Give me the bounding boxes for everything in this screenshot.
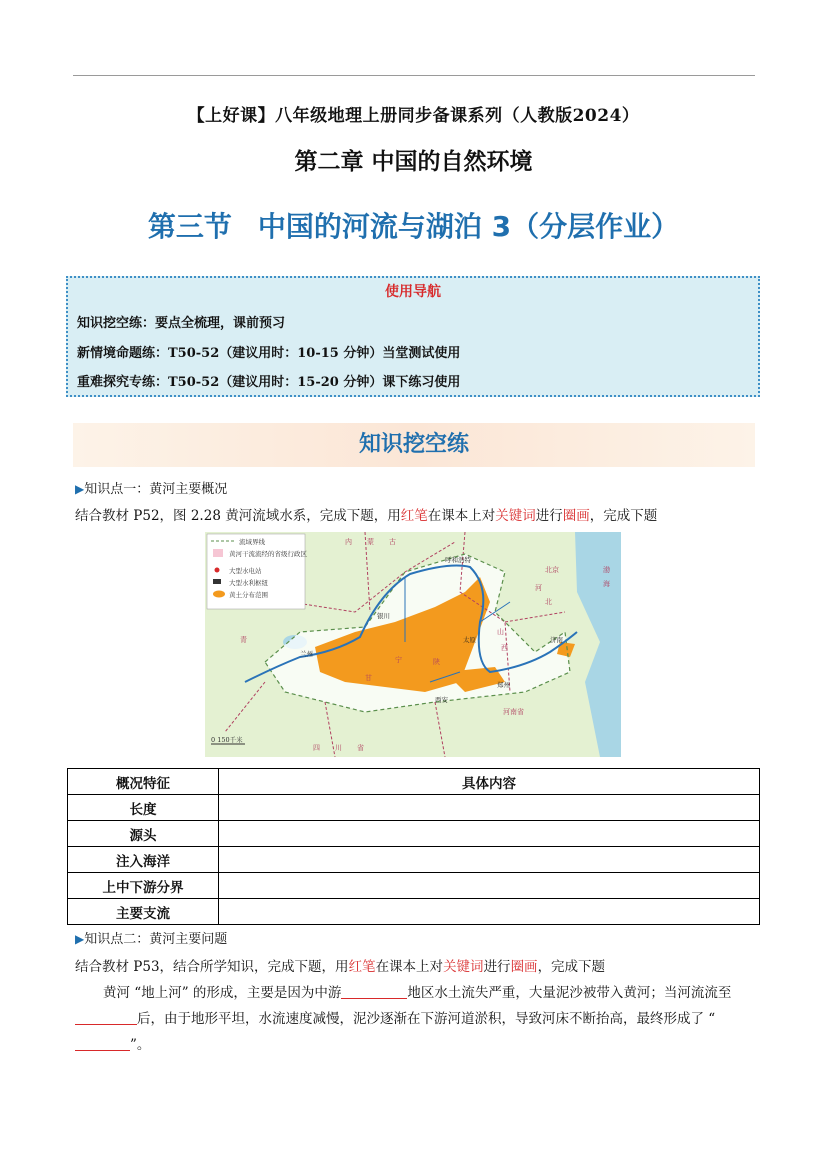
map-label: 西 xyxy=(501,644,508,652)
kp1-instr-a: 结合教材 P52，图 2.28 黄河流域水系，完成下题，用 xyxy=(75,508,401,524)
answer-cell[interactable] xyxy=(219,821,760,847)
triangle-icon: ▶ xyxy=(75,482,85,496)
map-label: 川 xyxy=(335,744,342,752)
section-topic: 中国的河流与湖泊 3（分层作业） xyxy=(257,210,680,243)
section-number: 第三节 xyxy=(147,210,232,243)
map-label: 北京 xyxy=(545,566,559,574)
blank-3[interactable] xyxy=(75,1035,130,1051)
nav-title: 使用导航 xyxy=(385,284,441,300)
map-label: 古 xyxy=(389,538,396,546)
usage-navigation-box xyxy=(66,276,760,397)
table-header: 具体内容 xyxy=(219,769,760,795)
chapter-title: 第二章 中国的自然环境 xyxy=(294,148,533,175)
kp1-instr-pen: 红笔 xyxy=(400,508,428,524)
answer-cell[interactable] xyxy=(219,847,760,873)
table-row xyxy=(68,847,760,873)
kp1-heading-text: 知识点一：黄河主要概况 xyxy=(84,482,228,497)
map-label: 河 xyxy=(535,584,542,592)
kp1-instr-b: 在课本上对 xyxy=(427,508,496,524)
para-part-4: ”。 xyxy=(130,1037,151,1053)
kp2-instr-b: 在课本上对 xyxy=(375,959,444,975)
knowledge-point-2-heading xyxy=(75,928,227,947)
kp2-instr-c: 进行 xyxy=(483,959,511,975)
map-label: 甘 xyxy=(365,674,372,682)
map-label: 内 xyxy=(345,538,352,546)
table-row xyxy=(68,821,760,847)
map-city: 兰州 xyxy=(300,650,313,658)
legend-item-5: 黄土分布范围 xyxy=(229,591,268,599)
table-row xyxy=(68,899,760,925)
answer-cell[interactable] xyxy=(219,795,760,821)
map-label: 陕 xyxy=(433,658,440,666)
kp2-instr-d: ，完成下题 xyxy=(537,959,606,975)
kp2-instr-kw: 关键词 xyxy=(443,959,484,975)
map-label: 海 xyxy=(603,580,610,588)
table-row xyxy=(68,795,760,821)
section-title xyxy=(0,205,827,245)
fill-in-paragraph xyxy=(75,980,755,1058)
map-label: 青 xyxy=(240,636,247,644)
kp1-instr-c: 进行 xyxy=(535,508,563,524)
para-part-1: 黄河 “地上河” 的形成，主要是因为中游 xyxy=(103,985,342,1001)
map-city: 呼和浩特 xyxy=(445,556,471,564)
kp2-instr-pen: 红笔 xyxy=(348,959,376,975)
map-label: 四 xyxy=(313,744,320,752)
map-label: 省 xyxy=(357,744,364,752)
table-header: 概况特征 xyxy=(68,769,219,795)
map-city: 郑州 xyxy=(497,681,510,689)
map-label: 宁 xyxy=(395,656,402,664)
kp1-instruction xyxy=(75,504,657,524)
yellow-river-overview-table xyxy=(67,768,760,925)
table-row xyxy=(68,873,760,899)
legend-item-3: 大型水电站 xyxy=(229,567,262,575)
legend-item-2: 黄河干流流经的省级行政区 xyxy=(229,550,307,558)
yellow-river-basin-map xyxy=(205,532,621,757)
map-city: 太原 xyxy=(463,636,476,644)
top-rule xyxy=(73,75,755,76)
map-label: 蒙 xyxy=(367,538,374,546)
map-city: 济南 xyxy=(550,636,563,644)
blank-1[interactable] xyxy=(341,983,407,999)
nav-line-2: 新情境命题练：T50-52（建议用时：10-15 分钟）当堂测试使用 xyxy=(77,346,461,361)
row-label: 主要支流 xyxy=(68,899,219,925)
legend-item-4: 大型水利枢纽 xyxy=(229,579,268,587)
kp1-instr-kw: 关键词 xyxy=(495,508,536,524)
kp2-instr-circle: 圈画 xyxy=(510,959,538,975)
nav-line-3: 重难探究专练：T50-52（建议用时：15-20 分钟）课下练习使用 xyxy=(77,375,461,390)
series-title: 【上好课】八年级地理上册同步备课系列（人教版2024） xyxy=(187,106,640,126)
kp2-instruction xyxy=(75,955,605,975)
row-label: 上中下游分界 xyxy=(68,873,219,899)
row-label: 长度 xyxy=(68,795,219,821)
row-label: 源头 xyxy=(68,821,219,847)
knowledge-point-1-heading xyxy=(75,478,227,497)
answer-cell[interactable] xyxy=(219,873,760,899)
map-label: 渤 xyxy=(603,566,610,574)
table-header-row xyxy=(68,769,760,795)
nav-line-1: 知识挖空练：要点全梳理，课前预习 xyxy=(77,316,286,331)
map-city: 西安 xyxy=(435,696,448,704)
map-city: 银川 xyxy=(377,612,390,620)
map-scale: 0 150千米 xyxy=(211,736,243,744)
blank-2[interactable] xyxy=(75,1009,137,1025)
section-banner: 知识挖空练 xyxy=(73,423,755,467)
para-part-2: 地区水土流失严重，大量泥沙被带入黄河；当河流流至 xyxy=(407,985,732,1001)
map-label: 北 xyxy=(545,598,552,606)
map-label: 山 xyxy=(497,628,504,636)
kp1-instr-circle: 圈画 xyxy=(562,508,590,524)
kp1-instr-d: ，完成下题 xyxy=(589,508,658,524)
legend-item-1: 流域界线 xyxy=(239,538,265,546)
map-label: 河南省 xyxy=(503,708,524,716)
kp2-instr-a: 结合教材 P53，结合所学知识，完成下题，用 xyxy=(75,959,349,975)
row-label: 注入海洋 xyxy=(68,847,219,873)
kp2-heading-text: 知识点二：黄河主要问题 xyxy=(84,932,228,947)
para-part-3: 后，由于地形平坦，水流速度减慢，泥沙逐渐在下游河道淤积，导致河床不断抬高，最终形成了 “ xyxy=(137,1011,716,1027)
triangle-icon: ▶ xyxy=(75,932,85,946)
answer-cell[interactable] xyxy=(219,899,760,925)
